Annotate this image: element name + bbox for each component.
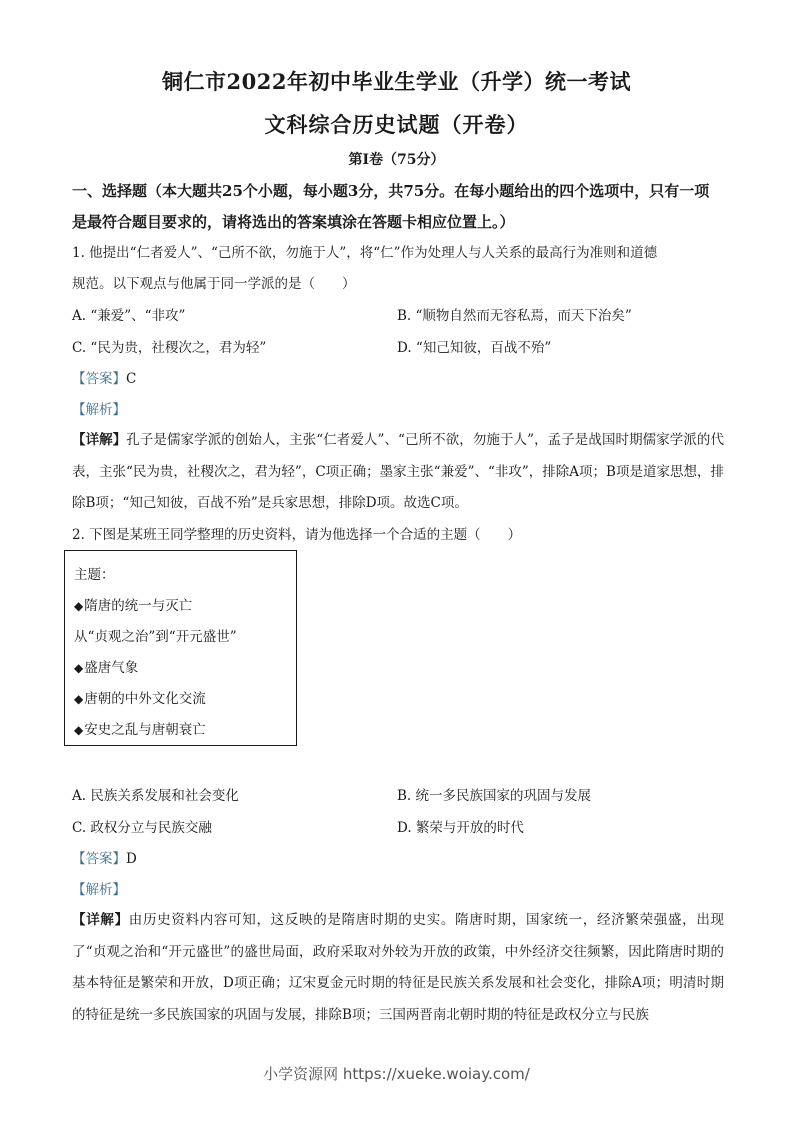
q1-option-c: C. “民为贵，社稷次之，君为轻”	[72, 340, 267, 356]
q2-analysis-row	[72, 880, 126, 900]
q2-option-c: C. 政权分立与民族交融	[72, 820, 212, 836]
q1-option-b: B. “顺物自然而无容私焉，而天下治矣”	[397, 308, 632, 324]
q1-answer-value: C	[126, 371, 137, 387]
history-material-box	[64, 550, 297, 746]
q2-stem-line-1: 2. 下图是某班王同学整理的历史资料，请为他选择一个合适的主题（ ）	[72, 527, 522, 543]
answer-tag: 【答案】	[72, 371, 126, 387]
q2-option-b: B. 统一多民族国家的巩固与发展	[397, 788, 592, 804]
q2-detail	[72, 905, 724, 1031]
q2-option-d: D. 繁荣与开放的时代	[397, 820, 524, 836]
analysis-tag: 【解析】	[72, 402, 126, 418]
box-item: ◆隋唐的统一与灭亡	[74, 598, 193, 614]
q1-analysis-row	[72, 400, 126, 420]
box-item: ◆盛唐气象	[74, 660, 139, 676]
box-title: 主题：	[74, 567, 115, 583]
q2-option-a: A. 民族关系发展和社会变化	[72, 788, 239, 804]
watermark-footer: 小学资源网 https://xueke.woiay.com/	[263, 1065, 530, 1083]
box-item: 从“贞观之治”到“开元盛世”	[74, 629, 237, 645]
box-item: ◆唐朝的中外文化交流	[74, 691, 206, 707]
q1-stem-line-2: 规范。以下观点与他属于同一学派的是（ ）	[72, 276, 356, 292]
exam-title: 铜仁市2022年初中毕业生学业（升学）统一考试	[162, 69, 631, 94]
diamond-bullet-icon: ◆	[74, 599, 84, 613]
q1-option-a: A. “兼爱”、“非攻”	[72, 308, 186, 324]
detail-tag: 【详解】	[72, 912, 129, 928]
analysis-tag: 【解析】	[72, 882, 126, 898]
q1-stem-line-1: 1. 他提出“仁者爱人”、“己所不欲，勿施于人”，将“仁”作为处理人与人关系的最高行为准则和道德	[72, 245, 658, 261]
diamond-bullet-icon: ◆	[74, 661, 84, 675]
diamond-bullet-icon: ◆	[74, 723, 84, 737]
diamond-bullet-icon: ◆	[74, 692, 84, 706]
q1-option-d: D. “知己知彼，百战不殆”	[397, 340, 552, 356]
volume-label: 第Ⅰ卷（75分）	[348, 152, 445, 168]
answer-tag: 【答案】	[72, 851, 126, 867]
q2-answer-value: D	[126, 851, 137, 867]
exam-subtitle: 文科综合历史试题（开卷）	[264, 112, 529, 137]
detail-tag: 【详解】	[72, 432, 127, 448]
q1-detail	[72, 425, 724, 520]
q2-detail-text: 由历史资料内容可知，这反映的是隋唐时期的史实。隋唐时期，国家统一，经济繁荣强盛，出现了“贞观之治和“开元盛世”的盛世局面，政府采取对外较为开放的政策，中外经济交往频繁，因此隋唐时期的基本特征是繁荣和开放，D项正确；辽宋夏金元时期的特征是民族关系发展和社会变化，排除A项；明清时期的特征是统一多民族国家的巩固与发展，排除B项；三国两晋南北朝时期的特征是政权分立与民族	[72, 912, 725, 1023]
box-item: ◆安史之乱与唐朝衰亡	[74, 722, 206, 738]
q1-detail-text: 孔子是儒家学派的创始人，主张“仁者爱人”、“己所不欲，勿施于人”，孟子是战国时期儒家学派的代表，主张“民为贵，社稷次之，君为轻”，C项正确；墨家主张“兼爱”、“非攻”，排除A项；B项是道家思想，排除B项；“知己知彼，百战不殆”是兵家思想，排除D项。故选C项。	[72, 432, 725, 511]
q2-answer-row	[72, 849, 137, 869]
section-heading: 一、选择题（本大题共25个小题，每小题3分，共75分。在每小题给出的四个选项中，只有一项是最符合题目要求的，请将选出的答案填涂在答题卡相应位置上。）	[72, 182, 710, 231]
q1-answer-row	[72, 369, 136, 389]
